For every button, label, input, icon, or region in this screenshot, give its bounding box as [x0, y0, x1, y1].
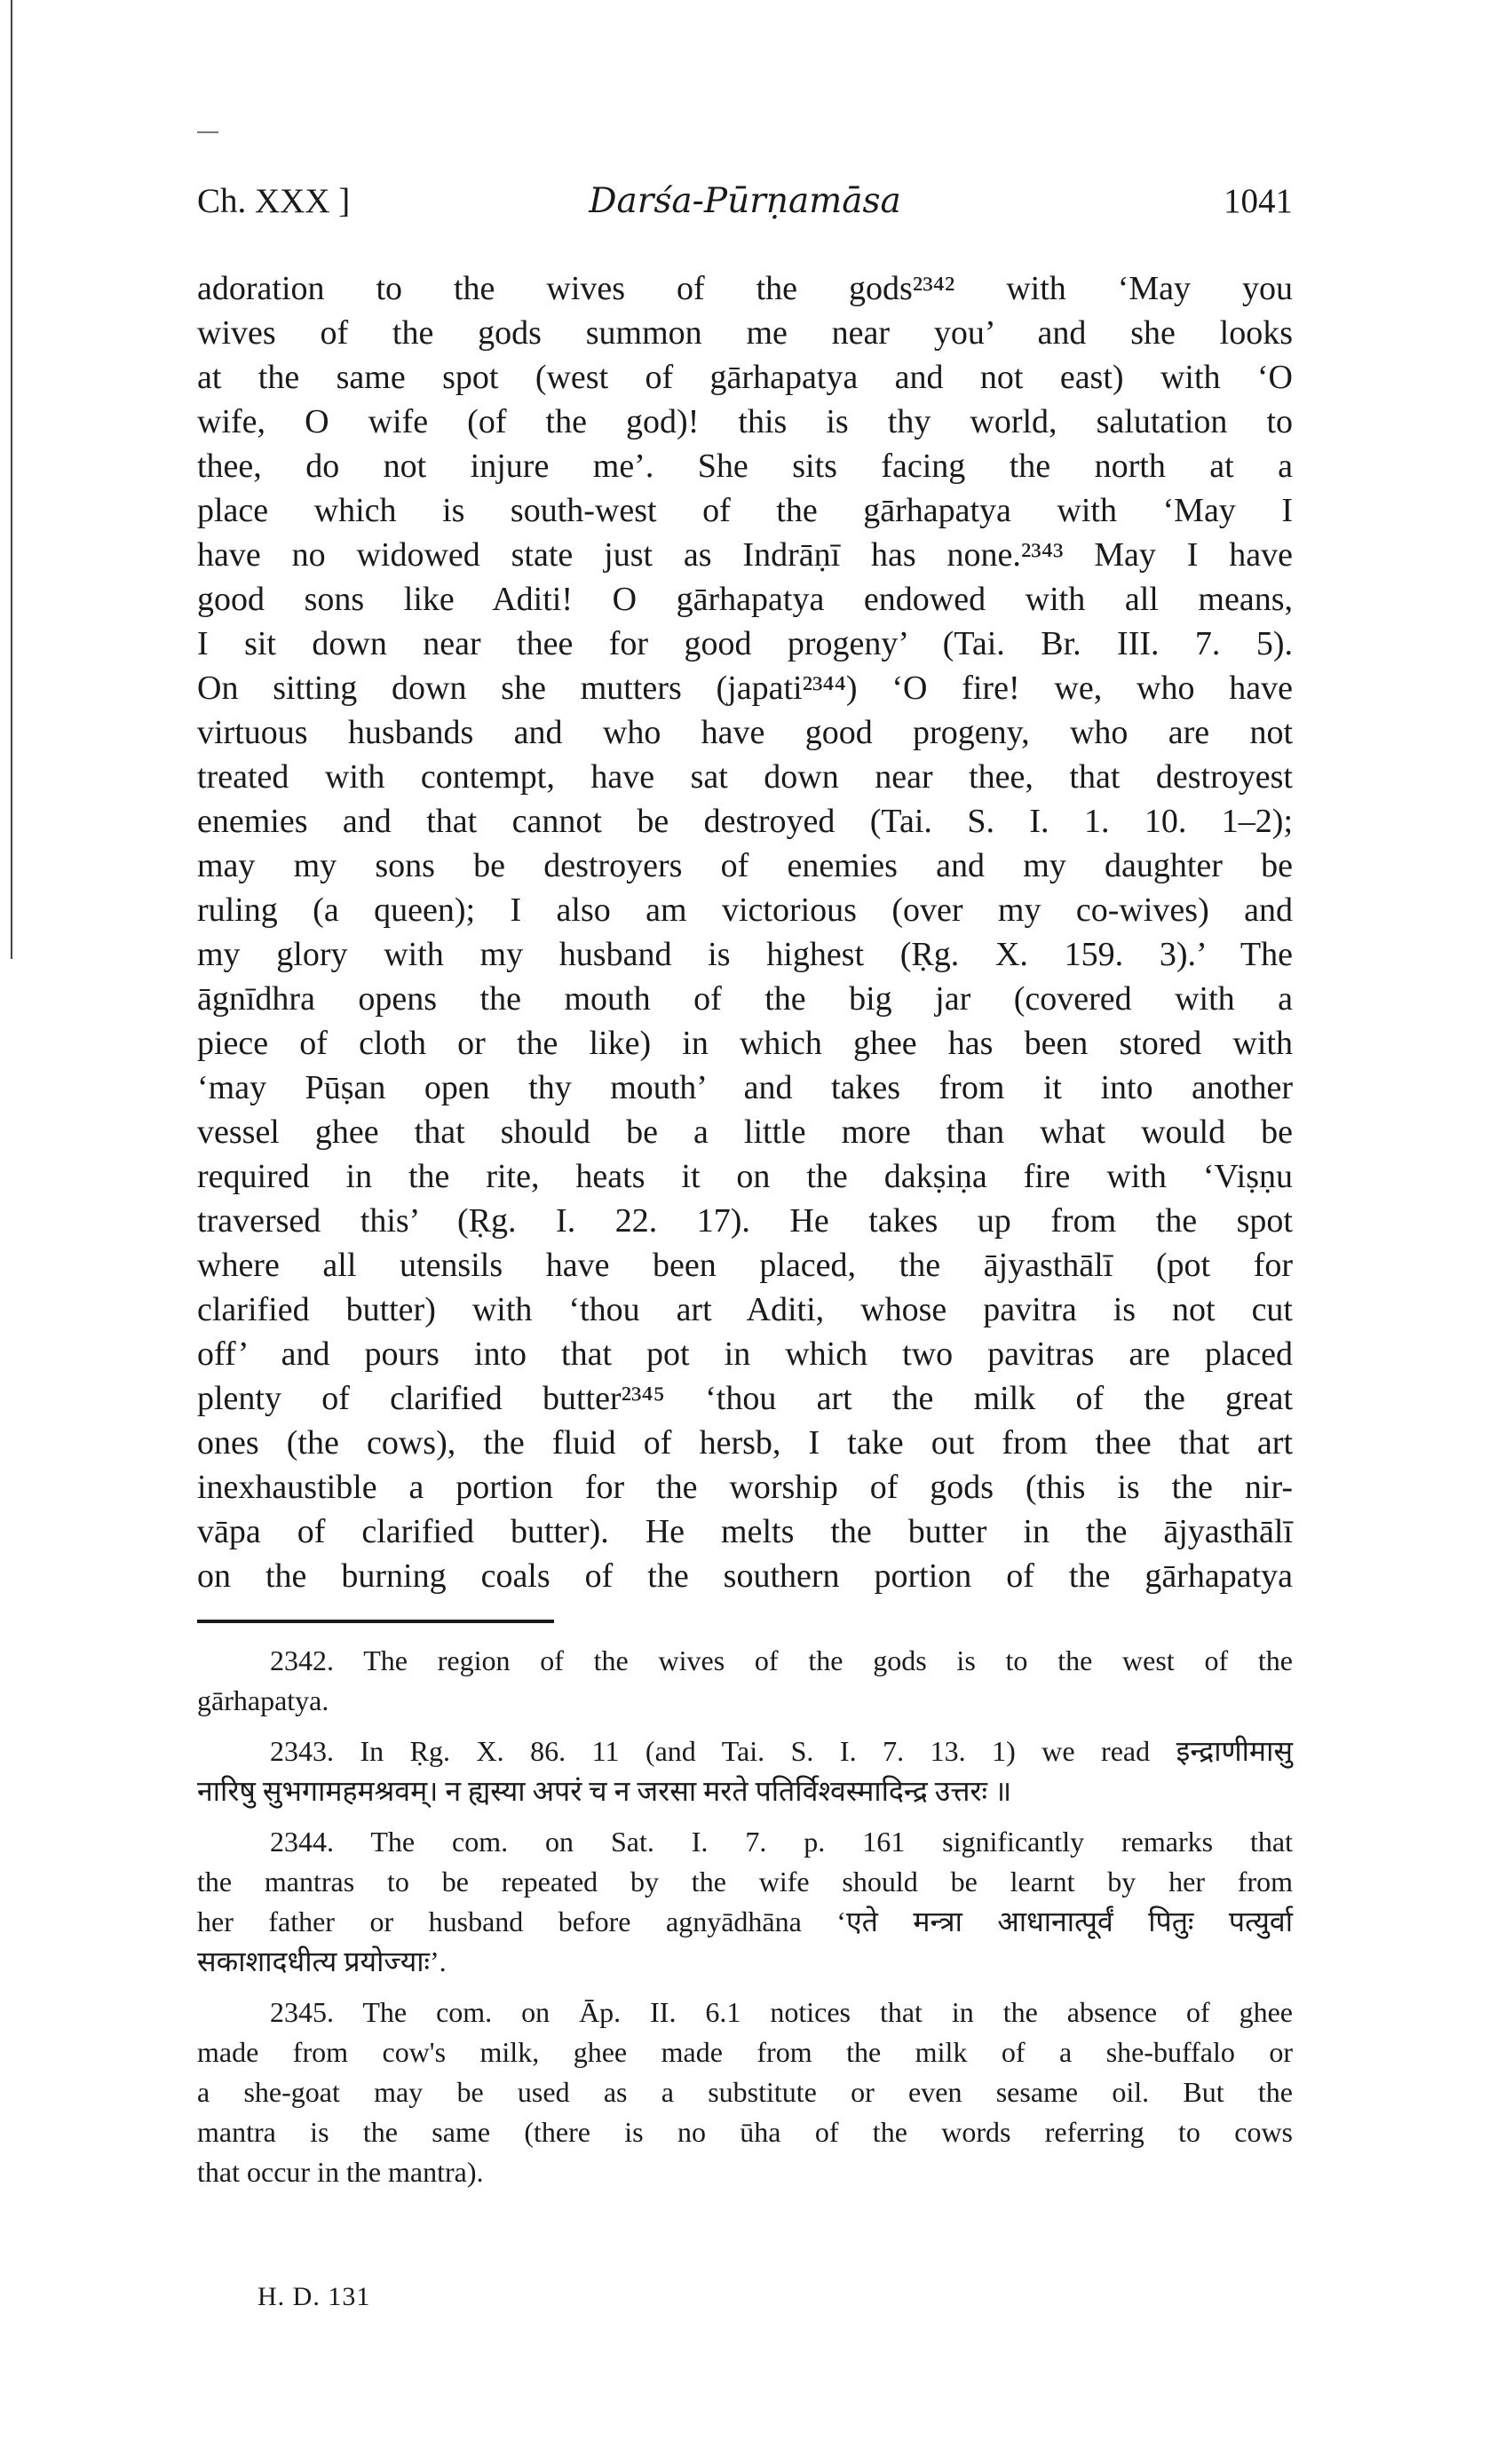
footnote-line: सकाशादधीत्य प्रयोज्याः’. — [197, 1945, 447, 1977]
footnote-line: 2343. In Ṛg. X. 86. 11 (and Tai. S. I. 7. 13. 1) we read इन्द्राणीमासु — [270, 1735, 1293, 1767]
text-line: wife, O wife (of the god)! this is thy world, salutation to — [197, 403, 1293, 440]
text-line: on the burning coals of the southern portion of the gārhapatya — [197, 1557, 1293, 1595]
footnote-line: that occur in the mantra). — [197, 2156, 484, 2188]
text-line: On sitting down she mutters (japati²³⁴⁴) ‘O fire! we, who have — [197, 669, 1293, 707]
text-line: at the same spot (west of gārhapatya and not east) with ‘O — [197, 359, 1293, 396]
text-line: required in the rite, heats it on the dakṣiṇa fire with ‘Viṣṇu — [197, 1158, 1293, 1195]
footnote-line: 2342. The region of the wives of the gods is to the west of the — [270, 1644, 1293, 1676]
text-line: vessel ghee that should be a little more than what would be — [197, 1113, 1293, 1151]
footnote — [197, 1731, 1293, 1811]
text-line: āgnīdhra opens the mouth of the big jar (covered with a — [197, 980, 1293, 1018]
page-edge-line — [11, 0, 12, 959]
text-line: ruling (a queen); I also am victorious (over my co-wives) and — [197, 891, 1293, 929]
footnote — [197, 1993, 1293, 2192]
text-line: clarified butter) with ‘thou art Aditi, whose pavitra is not cut — [197, 1291, 1293, 1328]
footnote-line: नारिषु सुभगामहमश्रवम्। न ह्यस्या अपरं च न जरसा मरते पतिर्विश्वस्मादिन्द्र उत्तरः ॥ — [197, 1775, 1012, 1807]
text-line: thee, do not injure me’. She sits facing the north at a — [197, 448, 1293, 485]
text-line: good sons like Aditi! O gārhapatya endowed with all means, — [197, 581, 1293, 618]
text-line: treated with contempt, have sat down near thee, that destroyest — [197, 758, 1293, 796]
text-line: ones (the cows), the fluid of hersb, I take out from thee that art — [197, 1424, 1293, 1462]
text-line: off’ and pours into that pot in which two pavitras are placed — [197, 1335, 1293, 1373]
footnote-line: 2345. The com. on Āp. II. 6.1 notices that in the absence of ghee — [270, 1996, 1293, 2028]
footnote-line: mantra is the same (there is no ūha of the words referring to cows — [197, 2116, 1293, 2148]
text-line: my glory with my husband is highest (Ṛg. X. 159. 3).’ The — [197, 936, 1293, 973]
text-line: place which is south-west of the gārhapatya with ‘May I — [197, 492, 1293, 529]
footnote-line: a she-goat may be used as a substitute or even sesame oil. But the — [197, 2076, 1293, 2108]
text-line: virtuous husbands and who have good progeny, who are not — [197, 714, 1293, 751]
text-line: inexhaustible a portion for the worship of gods (this is the nir- — [197, 1469, 1293, 1506]
running-title: Darśa-Pūrṇamāsa — [589, 181, 901, 221]
text-line: I sit down near thee for good progeny’ (Tai. Br. III. 7. 5). — [197, 625, 1293, 662]
scan-mark — [197, 131, 218, 133]
footnote-line: her father or husband before agnyādhāna ‘एते मन्त्रा आधानात्पूर्वं पितुः पत्युर्वा — [197, 1905, 1293, 1937]
footnotes — [197, 1641, 1293, 2203]
text-line: enemies and that cannot be destroyed (Tai. S. I. 1. 10. 1–2); — [197, 803, 1293, 840]
chapter-label: Ch. XXX ] — [197, 182, 351, 220]
text-line: ‘may Pūṣan open thy mouth’ and takes from it into another — [197, 1069, 1293, 1106]
text-line: where all utensils have been placed, the ājyasthālī (pot for — [197, 1247, 1293, 1284]
footnote-line: made from cow's milk, ghee made from the milk of a she-buffalo or — [197, 2036, 1293, 2068]
footnote-line: gārhapatya. — [197, 1684, 329, 1716]
text-line: may my sons be destroyers of enemies and my daughter be — [197, 847, 1293, 884]
page-number: 1041 — [1224, 182, 1293, 220]
footnote — [197, 1641, 1293, 1721]
text-line: adoration to the wives of the gods²³⁴² with ‘May you — [197, 270, 1293, 307]
text-line: plenty of clarified butter²³⁴⁵ ‘thou art the milk of the great — [197, 1380, 1293, 1417]
text-line: vāpa of clarified butter). He melts the butter in the ājyasthālī — [197, 1513, 1293, 1550]
text-line: piece of cloth or the like) in which ghee has been stored with — [197, 1025, 1293, 1062]
footnote-rule — [197, 1620, 554, 1623]
printer-signature: H. D. 131 — [257, 2282, 371, 2311]
text-line: have no widowed state just as Indrāṇī has none.²³⁴³ May I have — [197, 536, 1293, 574]
footnote-line: 2344. The com. on Sat. I. 7. p. 161 significantly remarks that — [270, 1826, 1293, 1858]
footnote — [197, 1822, 1293, 1982]
text-line: traversed this’ (Ṛg. I. 22. 17). He takes up from the spot — [197, 1202, 1293, 1240]
running-header — [197, 181, 1293, 234]
footnote-line: the mantras to be repeated by the wife should be learnt by her from — [197, 1866, 1293, 1898]
main-text — [197, 266, 1293, 1598]
text-line: wives of the gods summon me near you’ and she looks — [197, 314, 1293, 352]
